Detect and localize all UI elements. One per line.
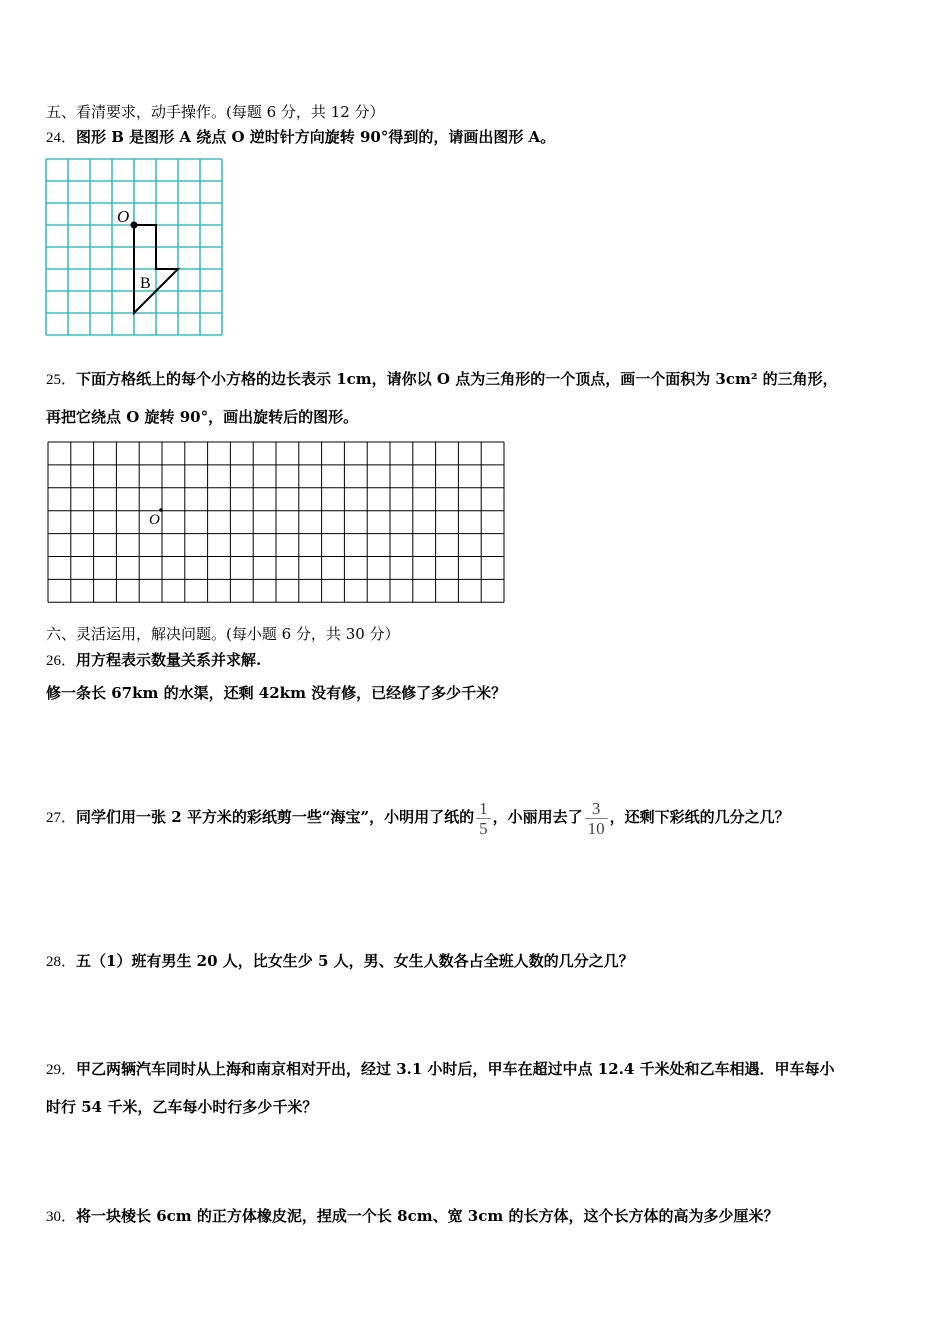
point-o-label: O — [149, 512, 160, 528]
question-27: 27．同学们用一张 2 平方米的彩纸剪一些“海宝”，小明用了纸的 $\frac{1}{5}$ ，小丽用去了 $\frac{3}{10}$ ，还剩下彩纸的几分之几？ — [46, 798, 790, 838]
point-o — [131, 222, 138, 229]
question-text: 再把它绕点 O 旋转 90°，画出旋转后的图形。 — [46, 408, 359, 426]
question-26-problem: 修一条长 67km 的水渠，还剩 42km 没有修，已经修了多少千米？ — [46, 684, 507, 702]
question-text: 五（1）班有男生 20 人，比女生少 5 人，男、女生人数各占全班人数的几分之几？ — [76, 952, 634, 970]
question-text: 将一块棱长 6cm 的正方体橡皮泥，捏成一个长 8cm、宽 3cm 的长方体，这个长方体的高为多少厘米？ — [76, 1207, 779, 1225]
question-28 — [46, 951, 634, 972]
grid-q25[interactable] — [47, 441, 505, 604]
question-text: 用方程表示数量关系并求解. — [76, 651, 262, 669]
section-5-heading: 五、看清要求，动手操作。(每题 6 分，共 12 分） — [46, 103, 385, 121]
fraction-one-fifth: $\frac{1}{5}$ — [476, 799, 491, 838]
question-25-line-2 — [46, 407, 358, 427]
question-30 — [46, 1206, 778, 1227]
question-29-line-1 — [46, 1059, 835, 1080]
question-number: 27． — [46, 810, 77, 826]
section-6-heading: 六、灵活运用，解决问题。(每小题 6 分，共 30 分） — [46, 625, 400, 643]
question-number: 29． — [46, 1062, 77, 1078]
question-text: 甲乙两辆汽车同时从上海和南京相对开出，经过 3.1 小时后，甲车在超过中点 12.4 千米处和乙车相遇．甲车每小 — [76, 1060, 835, 1078]
shape-b-label: B — [140, 275, 151, 292]
question-text: 时行 54 千米，乙车每小时行多少千米？ — [46, 1098, 318, 1116]
fraction-three-tenths: $\frac{3}{10}$ — [585, 799, 608, 838]
question-number: 30． — [46, 1209, 77, 1225]
question-25-line-1 — [46, 369, 838, 390]
question-text: 下面方格纸上的每个小方格的边长表示 1cm，请你以 O 点为三角形的一个顶点，画一个面积为 3cm² 的三角形， — [76, 370, 838, 388]
question-24 — [46, 127, 555, 148]
question-number: 25． — [46, 372, 77, 388]
point-o-label: O — [117, 207, 130, 226]
question-29-line-2 — [46, 1097, 317, 1117]
question-number: 26． — [46, 653, 77, 669]
question-26 — [46, 650, 261, 671]
question-number: 24． — [46, 130, 77, 146]
question-number: 28． — [46, 954, 77, 970]
question-text: 图形 B 是图形 A 绕点 O 逆时针方向旋转 90°得到的，请画出图形 A。 — [76, 128, 556, 146]
grid-q24[interactable] — [44, 157, 226, 339]
